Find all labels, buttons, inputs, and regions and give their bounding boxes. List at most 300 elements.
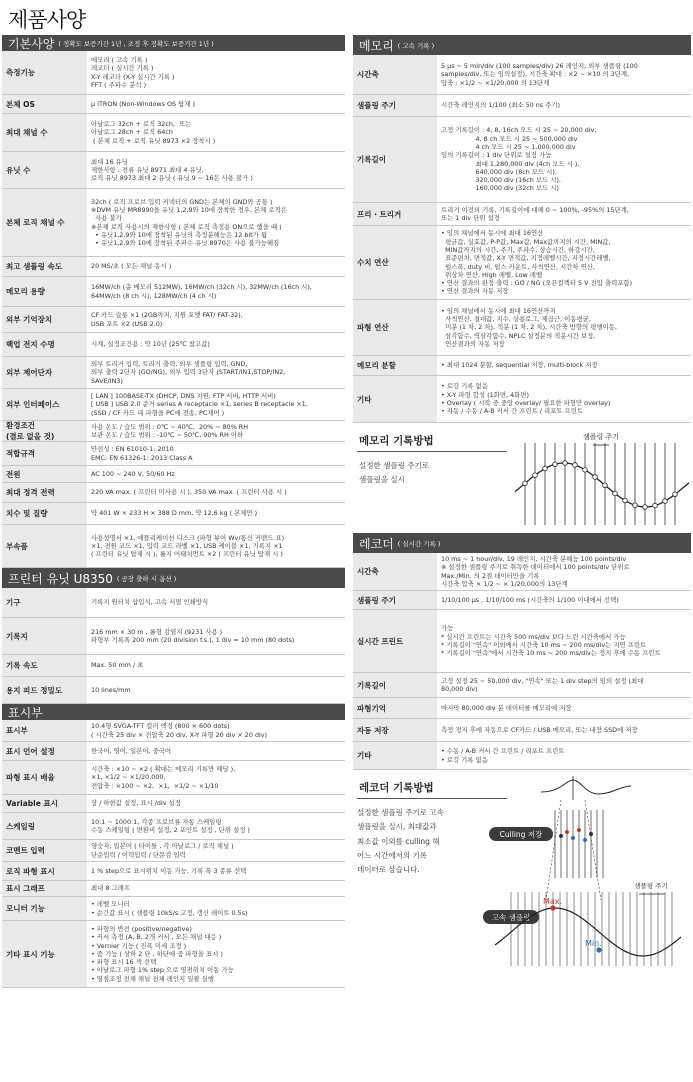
- basic-spec-value-line: 메모리 ( 고속 기록 ): [91, 55, 148, 64]
- memory-spec-value-line: • 로깅 기록 없음: [441, 382, 488, 391]
- basic-spec-value: [87, 152, 345, 188]
- recorder-spec-value-line: * 기록길이 "연속" 이외에서 시간축 10 ms ~ 200 ms/div는 지연 프린트: [441, 641, 647, 649]
- memory-spec-value-line: 160,000 div (32ch 모드 시): [441, 184, 559, 193]
- printer-spec-row: [2, 655, 345, 677]
- display-spec-value-line: • Vernier 기능 ( 진폭 미세 조정 ): [91, 941, 187, 950]
- recorder-spec-value-line: * 기록길이 "연속"에서 시간축 10 ms ~ 200 ms/div는 정지 후에 수동 프린트: [441, 649, 661, 658]
- basic-spec-label: 유닛 수: [2, 152, 87, 188]
- display-spec-value-line: • 커서 측정 (A, B, 2개 커서 , 모든 채널 대응 ): [91, 933, 222, 942]
- display-spec-value: [87, 813, 345, 839]
- basic-spec-value-line: • 유닛1,2,9와 10에 장착된 주파수 유닛 8970은 사용 불가능해짐: [91, 239, 280, 248]
- recorder-spec-value-line: 고정 설정 25 ~ 50,000 div, "연속" 또는 1 div step의 임의 설정 (최대: [441, 676, 644, 685]
- display-spec-label: 표시 언어 설정: [2, 742, 87, 760]
- display-spec-row: [2, 813, 345, 840]
- display-spec-value-line: • 영점조정 전체 채널 전체 레인지 일괄 실행: [91, 974, 214, 983]
- display-spec-value-line: 10.4형 SVGA-TFT 컬러 액정 (800 × 600 dots): [91, 722, 230, 731]
- recorder-spec-row: [353, 742, 691, 770]
- display-spec-label: 파형 표시 배율: [2, 761, 87, 794]
- printer-section-header: [2, 568, 345, 588]
- memory-spec-value: [437, 226, 691, 299]
- memory-spec-value-line: MIN값까지의 시간, 주기, 주파수, 상승시간, 하강시간,: [441, 245, 595, 254]
- basic-spec-label: 외부 기억장치: [2, 307, 87, 332]
- memory-spec-row: [353, 226, 691, 300]
- memory-spec-value-line: 미분 (1 차, 2 차), 적분 (1 차, 2 차), 시간축 방향의 평행이동,: [441, 323, 617, 332]
- memory-spec-row: [353, 300, 691, 356]
- display-spec-value-line: 1 % step으로 표시위치 이동 가능, 기록 폭 3 종류 선택: [91, 866, 247, 875]
- basic-spec-value: [87, 357, 345, 388]
- memory-spec-value: [437, 376, 691, 422]
- display-spec-label: 코멘트 입력: [2, 840, 87, 861]
- recorder-spec-row: [353, 673, 691, 698]
- memory-spec-label: 프리 · 트리거: [353, 203, 437, 225]
- printer-spec-value: [87, 588, 345, 617]
- recorder-spec-label: 실시간 프린트: [353, 610, 437, 672]
- printer-spec-label: 기록 속도: [2, 655, 87, 676]
- culling-point: [559, 834, 563, 838]
- culling-point: [589, 832, 593, 836]
- sample-point: [653, 503, 658, 508]
- basic-spec-row: [2, 483, 345, 503]
- recorder-method-body: [357, 806, 444, 877]
- memory-spec-value-line: 임의 기록길이 : 1 div 단위로 설정 가능: [441, 151, 552, 160]
- recorder-spec-row: [353, 591, 691, 610]
- basic-spec-value-line: SAVE/IN3): [91, 376, 123, 385]
- printer-spec-value: [87, 677, 345, 703]
- memory-spec-value-line: • 최대 1024 분할, sequential 저장, multi-block 저장: [441, 361, 598, 370]
- recorder-section-subtitle: ( 실시간 기록 ): [397, 539, 441, 548]
- memory-spec-value-line: • 연산 결과의 자동 저장: [441, 287, 509, 296]
- basic-spec-row: [2, 152, 345, 189]
- basic-spec-value-line: 64MW/ch (8 ch 시), 128MW/ch (4 ch 시): [91, 291, 217, 300]
- basic-spec-value: [87, 525, 345, 567]
- recorder-spec-value-line: 10 ms ~ 1 hour/div, 19 레인지, 시간축 분해능 100 points/div: [441, 554, 627, 563]
- recorder-spec-label: 샘플링 주기: [353, 591, 437, 609]
- memory-spec-value-line: 위상차 연산, High 레벨, Low 레벨: [441, 270, 543, 279]
- display-spec-label: 모니터 기능: [2, 897, 87, 920]
- memory-spec-value-line: 640,000 div (8ch 모드 시),: [441, 167, 557, 176]
- basic-spec-value-line: 사용 불가: [91, 214, 122, 223]
- basic-spec-value-line: 제한사항 : 전류 유닛 8971 최대 4 유닛,: [91, 165, 204, 174]
- basic-spec-value: [87, 189, 345, 256]
- basic-spec-row: [2, 114, 345, 152]
- culling-point: [565, 830, 569, 834]
- sampling-period-label: 샘플링 주기: [582, 433, 620, 441]
- display-spec-value-line: 단순입력 / 이력입력 / 단문검 입력: [91, 850, 186, 859]
- sample-point: [623, 498, 628, 503]
- basic-spec-row: [2, 466, 345, 483]
- basic-spec-value-line: USB 포트 ×2 (USB 2.0): [91, 319, 163, 328]
- display-spec-value-line: • 파형의 반전 (positive/negative): [91, 924, 192, 933]
- basic-section-subtitle: ( 정확도 보증기간 1년 , 조정 후 정확도 보증기간 1년 ): [58, 39, 214, 48]
- recorder-spec-row: [353, 610, 691, 673]
- basic-spec-row: [2, 333, 345, 357]
- basic-spec-label: 본체 OS: [2, 95, 87, 113]
- basic-spec-value-line: AC 100 ~ 240 V, 50/60 Hz: [91, 469, 175, 478]
- recorder-method-body-line: 설정한 샘플링 주기로 고속: [357, 808, 444, 817]
- memory-spec-label: 시간축: [353, 55, 437, 94]
- memory-spec-value-line: 삼각함수, 역삼각함수, NPLC 설정분의 적분시간 보정,: [441, 331, 596, 340]
- basic-spec-value-line: ×1, 전원 코드 ×1, 입력 코드 라벨 ×1, USB 케이블 ×1, 기록지 ×1: [91, 541, 283, 550]
- display-spec-row: [2, 795, 345, 813]
- memory-spec-label: 기타: [353, 376, 437, 422]
- basic-spec-row: [2, 442, 345, 466]
- memory-spec-value-line: 고정 기록길이 : 4, 8, 16ch 모드 시 25 ~ 20,000 div,: [441, 126, 597, 135]
- recorder-spec-value-line: * 실시간 프린트는 시간축 500 ms/div 보다 느린 시간축에서 가능: [441, 632, 626, 641]
- memory-spec-row: [353, 117, 691, 203]
- sample-point: [633, 503, 638, 508]
- display-spec-row: [2, 897, 345, 921]
- display-spec-value: [87, 921, 345, 987]
- min-point: [596, 947, 601, 952]
- display-spec-value: [87, 881, 345, 896]
- memory-spec-value-line: • X-Y 파형 합성 (1화면, 4화면): [441, 390, 529, 399]
- recorder-spec-value: [437, 742, 691, 769]
- sample-point: [553, 462, 558, 467]
- display-spec-value: [87, 897, 345, 920]
- basic-spec-value-line: 로직 유닛 8973 최대 2 유닛 ( 유닛 9 ~ 16은 사용 불가 ): [91, 174, 253, 183]
- recorder-method-body-line: 어느 시간에서의 기록: [357, 850, 427, 860]
- zoom-guide-right: [585, 800, 601, 900]
- basic-spec-row: [2, 421, 345, 442]
- basic-spec-value-line: FFT ( 주파수 분석 ): [91, 80, 147, 89]
- max-label: Max.: [543, 897, 563, 906]
- printer-spec-value-line: 216 mm × 30 m , 롤형 감열지 (9231 사용 ): [91, 627, 223, 636]
- recorder-section-header: [353, 533, 691, 553]
- display-spec-value: [87, 795, 345, 812]
- printer-spec-row: [2, 677, 345, 704]
- basic-spec-label: 전원: [2, 466, 87, 482]
- basic-spec-row: [2, 389, 345, 421]
- basic-spec-value: [87, 95, 345, 113]
- recorder-spec-value-line: ※ 설정한 샘플링 주기로 취득한 데이터에서 100 points/div 단위로: [441, 563, 630, 572]
- printer-spec-row: [2, 588, 345, 618]
- memory-spec-label: 수치 연산: [353, 226, 437, 299]
- display-spec-value-line: 최대 8 그래프: [91, 884, 130, 893]
- display-spec-label: 표시 그래프: [2, 881, 87, 896]
- display-spec-value-line: • 파형 표시 16 색 선택: [91, 958, 157, 967]
- display-spec-row: [2, 862, 345, 881]
- memory-method-body-line: 설정한 샘플링 주기로: [359, 461, 429, 470]
- basic-spec-value-line: 약 401 W × 233 H × 388 D mm, 약 12,6 kg ( 본체만 ): [91, 509, 258, 518]
- recorder-method-title: 레코더 기록방법: [359, 782, 434, 794]
- printer-spec-label: 용지 피드 정밀도: [2, 677, 87, 703]
- memory-spec-value-line: 표준편차, 면적값, X-Y 면적값, 지정레벨시간, 지정시간레벨,: [441, 254, 611, 263]
- basic-spec-value: [87, 333, 345, 356]
- printer-spec-label: 기구: [2, 588, 87, 617]
- display-spec-row: [2, 720, 345, 742]
- memory-spec-value: [437, 55, 691, 94]
- memory-spec-value-line: 또는 1 div 단위 설정: [441, 214, 500, 222]
- memory-spec-value-line: 펄스폭, duty 비, 펄스 카운트, 사칙연산, 시간차 연산,: [441, 262, 595, 271]
- display-spec-label: 로직 파형 표시: [2, 862, 87, 880]
- display-spec-row: [2, 761, 345, 795]
- display-spec-value: [87, 720, 345, 741]
- basic-spec-label: 치수 및 질량: [2, 503, 87, 524]
- display-spec-value: [87, 862, 345, 880]
- culling-point: [571, 836, 575, 840]
- left-column: [2, 35, 345, 988]
- basic-spec-label-line: (결로 없을 것): [6, 432, 55, 441]
- display-spec-row: [2, 881, 345, 897]
- basic-spec-label-line: 환경조건: [6, 421, 35, 430]
- memory-method-underline: [357, 451, 507, 452]
- printer-spec-value-line: 파형부 기록폭 200 mm (20 division f.s.), 1 div = 10 mm (80 dots): [91, 636, 295, 644]
- memory-spec-value-line: 사칙연산, 절대값, 지수, 상용로그, 제곱근, 이동평균,: [441, 315, 591, 323]
- basic-spec-row: [2, 277, 345, 307]
- memory-section-title: 메모리: [359, 38, 394, 53]
- display-spec-value-line: 10:1 ~ 1000:1, 각종 프로브류 자동 스케일링: [91, 817, 222, 826]
- recorder-spec-value-line: • 수동 / A-B 커서 간 프린트 / 리포트 프린트: [441, 747, 565, 756]
- printer-spec-value: [87, 655, 345, 676]
- printer-spec-value-line: 10 lines/mm: [91, 685, 131, 694]
- basic-spec-value-line: CF 카드 슬롯 ×1 (2GB까지, 지원 포맷 FAT/ FAT-32),: [91, 311, 243, 320]
- basic-spec-value-line: 20 MS/초 ( 모든 채널 동시 ): [91, 262, 172, 271]
- basic-spec-label: 메모리 용량: [2, 277, 87, 306]
- basic-spec-label: 외부 제어단자: [2, 357, 87, 388]
- display-spec-row: [2, 921, 345, 988]
- sample-point: [563, 461, 568, 466]
- sample-point: [523, 481, 528, 486]
- sample-point: [663, 499, 668, 504]
- recorder-spec-value-line: 측정 정지 후에 자동으로 CF카드 / USB 메모리, 또는 내장 SSD에 저장: [441, 725, 638, 734]
- basic-spec-label: [2, 421, 87, 441]
- memory-spec-value: [437, 117, 691, 202]
- basic-spec-value: [87, 483, 345, 502]
- memory-sampling-diagram: [513, 427, 693, 527]
- display-spec-value-line: • 레벨 모니터: [91, 900, 130, 909]
- basic-spec-label: 본체 로직 채널 수: [2, 189, 87, 256]
- basic-spec-value-line: 사용설명서 ×1, 애플리케이션 디스크 (파형 뷰어 Wv/통신 커맨드 표): [91, 533, 285, 542]
- memory-spec-value-line: • Overlay ( 시작 중 중앙 overlay/ 필요한 파형만 overlay): [441, 399, 611, 407]
- memory-spec-value-line: 320,000 div (16ch 모드 시),: [441, 176, 561, 185]
- recorder-spec-value-line: 80,000 div): [441, 685, 478, 693]
- recorder-spec-value-line: 시간축 압축 × 1/2 ~ × 1/20,000의 13단계: [441, 579, 568, 588]
- recorder-spec-value: [437, 673, 691, 697]
- sample-point: [673, 492, 678, 497]
- recorder-spec-value: [437, 698, 691, 718]
- sample-point: [543, 466, 548, 471]
- memory-spec-value-line: 연산결과의 자동 저장: [441, 339, 505, 348]
- sample-point: [613, 491, 618, 496]
- display-spec-value-line: 상 / 하한값 설정, 표시 /div 설정: [91, 799, 181, 808]
- display-spec-value: [87, 840, 345, 861]
- basic-spec-value: [87, 389, 345, 420]
- basic-spec-value-line: • 유닛1,2,9와 10에 장착된 유닛의 측정분해능은 12 bit가 됨: [91, 230, 268, 239]
- basic-spec-row: [2, 307, 345, 333]
- basic-spec-value-line: 16MW/ch (총 메모리 512MW), 16MW/ch (32ch 시), 32MW/ch (16ch 시),: [91, 283, 312, 292]
- sample-point: [533, 473, 538, 478]
- display-spec-label: 스케일링: [2, 813, 87, 839]
- basic-spec-value: [87, 421, 345, 441]
- memory-spec-value-line: 평균값, 실효값, P-P값, Max값, Max값까지의 시간, MIN값,: [441, 237, 611, 246]
- basic-spec-value-line: [ LAN ] 100BASE-TX (DHCP, DNS 지원, FTP 서버, HTTP 서버): [91, 392, 276, 400]
- printer-spec-value-line: Max. 50 mm / 초: [91, 661, 144, 670]
- recorder-spec-row: [353, 553, 691, 591]
- basic-spec-row: [2, 189, 345, 257]
- culling-point: [583, 838, 587, 842]
- display-spec-label: Variable 표시: [2, 795, 87, 812]
- basic-spec-value: [87, 277, 345, 306]
- printer-section-title: 프린터 유닛 U8350: [8, 571, 113, 586]
- memory-spec-value-line: • 임의 채널에서 동시에 최대 16연산: [441, 229, 544, 238]
- recorder-period-label: 샘플링 주기: [634, 882, 668, 890]
- basic-spec-value-line: EMC: EN 61326-1: 2013 Class A: [91, 453, 193, 462]
- memory-spec-row: [353, 95, 691, 117]
- basic-spec-value-line: 32ch ( 로직 프로브 입력 커넥터의 GND는 본체의 GND와 공통 ): [91, 197, 273, 206]
- basic-spec-label: 최대 정격 전력: [2, 483, 87, 502]
- basic-spec-value: [87, 257, 345, 276]
- memory-section-header: [353, 35, 691, 55]
- basic-spec-value-line: 시계, 설정조건용 : 약 10년 (25℃ 참고값): [91, 340, 210, 349]
- display-section-header: [2, 704, 345, 720]
- basic-spec-row: [2, 503, 345, 525]
- recorder-spec-value: [437, 591, 691, 609]
- recorder-spec-label: 시간축: [353, 553, 437, 590]
- display-spec-value-line: • 줌 기능 ( 상하 2 단 , 하단에 줌 파형을 표시 ): [91, 949, 223, 958]
- basic-spec-value-line: 외부 트리거 입력, 트리거 출력, 외부 샘플링 입력, GND,: [91, 360, 248, 368]
- sample-point: [593, 475, 598, 480]
- basic-spec-value-line: 안전성 : EN 61010-1: 2010: [91, 445, 174, 454]
- basic-spec-label: 적합규격: [2, 442, 87, 465]
- recorder-spec-row: [353, 698, 691, 719]
- memory-spec-value-line: 5 μs ~ 5 min/div (100 samples/div) 26 레인지, 외부 샘플링 (100: [441, 62, 638, 70]
- basic-spec-value: [87, 466, 345, 482]
- memory-section-subtitle: ( 고속 기록 ): [397, 41, 435, 50]
- memory-method-title: 메모리 기록방법: [359, 435, 434, 447]
- basic-spec-value-line: 아날로그 32ch + 로직 32ch, 또는: [91, 120, 192, 128]
- memory-spec-value-line: • 연산 결과의 판정 출력 : GO / NG (오픈컬렉터 5 V 전압 출력포함): [441, 279, 633, 288]
- recorder-spec-value-line: Max./Min. 의 2점 데이터만을 기록: [441, 571, 540, 580]
- memory-spec-value-line: • 자동 / 수동 / A-B 커서 간 프린트 / 리포트 프린트: [441, 407, 584, 416]
- display-spec-value-line: • 순간값 표시 ( 샘플링 10kS/s 고정, 갱신 레이트 0.5s): [91, 908, 248, 917]
- basic-spec-label: 외부 인터페이스: [2, 389, 87, 420]
- memory-spec-value: [437, 356, 691, 375]
- display-spec-value-line: ( 시간축 25 div × 전압축 20 div, X-Y 파형 20 div × 20 div): [91, 730, 268, 739]
- memory-spec-value-line: 최대 1,280,000 div (4ch 모드 시 ),: [441, 159, 580, 168]
- printer-spec-label: 기록지: [2, 618, 87, 654]
- basic-spec-value: [87, 307, 345, 332]
- basic-spec-row: [2, 525, 345, 568]
- basic-spec-value-line: [ USB ] USB 2.0 준거 series A receptacle ×1, series B receptacle ×1,: [91, 400, 308, 409]
- display-spec-label: 기타 표시 기능: [2, 921, 87, 987]
- basic-spec-value: [87, 114, 345, 151]
- basic-spec-row: [2, 95, 345, 114]
- basic-spec-value-line: ( 본체 로직 + 로직 유닛 8973 ×2 장착시 ): [91, 136, 216, 145]
- sample-point: [603, 483, 608, 488]
- basic-section-title: 기본사양: [8, 36, 55, 51]
- right-column: [353, 35, 691, 970]
- display-spec-value-line: • 아날로그 파형 1% step 으로 영점위치 이동 가능: [91, 966, 234, 975]
- basic-spec-value-line: X-Y 레코더 (X-Y 실시간 기록 ): [91, 72, 175, 81]
- display-spec-value-line: 영숫자, 일본어 ( 타이틀 , 각 아날로그 / 로직 채널 ): [91, 842, 234, 851]
- display-spec-value-line: 시간축 : ×10 ~ ×2 ( 확대는 메모리 기록만 해당 ),: [91, 765, 236, 773]
- basic-spec-value-line: 최대 16 유닛: [91, 157, 128, 166]
- recorder-spec-value: [437, 719, 691, 741]
- culling-point: [577, 828, 581, 832]
- memory-method-body-line: 샘플링을 실시: [359, 475, 405, 485]
- recorder-spec-label: 파형기억: [353, 698, 437, 718]
- recorder-method-body-line: 데이터로 삼습니다.: [357, 865, 420, 874]
- basic-spec-label: 부속품: [2, 525, 87, 567]
- display-spec-row: [2, 742, 345, 761]
- memory-spec-value: [437, 95, 691, 116]
- page-title: 제품사양: [8, 8, 86, 32]
- memory-spec-value-line: 4 ch 모드 시 25 ~ 1,000,000 div: [441, 142, 576, 151]
- display-spec-value-line: 수동 스케일링 ( 변환비 설정, 2 포인트 설정 , 단위 설정 ): [91, 826, 250, 834]
- recorder-spec-value-line: 1/10/100 μs , 1/10/100 ms (시간축의 1/100 이내에서 선택): [441, 595, 619, 604]
- recorder-spec-label: 자동 저장: [353, 719, 437, 741]
- recorder-culling-diagram: [481, 770, 689, 970]
- display-spec-value-line: 전압축 : ×100 ~ ×2, ×1, ×1/2 ~ ×1/10: [91, 781, 219, 790]
- recorder-spec-value: [437, 610, 691, 672]
- basic-spec-value-line: 레코더 ( 실시간 기록 ): [91, 64, 154, 73]
- basic-spec-value-line: ※DVM 유닛 MR8990을 유닛 1,2,9와 10에 장착한 경우, 본체 로직은: [91, 205, 287, 214]
- display-spec-value-line: 한국어, 영어, 일본어, 중국어: [91, 746, 172, 755]
- basic-spec-label: 최대 채널 수: [2, 114, 87, 151]
- memory-spec-value-line: 압축 : ×1/2 ~ ×1/20,000 의 13단계: [441, 78, 550, 87]
- memory-spec-label: 파형 연산: [353, 300, 437, 355]
- basic-spec-value-line: 아날로그 28ch + 로직 64ch: [91, 128, 173, 137]
- basic-spec-value-line: 220 VA max. ( 프린터 미사용 시 ), 350 VA max. ( 프린터 사용 시 ): [91, 488, 287, 497]
- basic-spec-row: [2, 51, 345, 95]
- basic-spec-row: [2, 357, 345, 389]
- memory-spec-value-line: 시간축 레인지의 1/100 (최소 50 ns 주기): [441, 101, 561, 110]
- basic-spec-value-line: (SSD / CF 카드 내 파형을 PC에 전송, PC제어 ): [91, 408, 225, 417]
- recorder-spec-row: [353, 719, 691, 742]
- display-spec-value: [87, 761, 345, 794]
- memory-method-block: [353, 423, 691, 533]
- sample-point: [583, 468, 588, 473]
- basic-spec-value: [87, 442, 345, 465]
- min-label: Min.: [585, 939, 602, 948]
- memory-spec-value-line: 4, 8 ch 모드 시 25 ~ 500,000 div: [441, 134, 578, 143]
- recorder-method-block: [353, 770, 691, 970]
- printer-spec-value-line: 기록지 원터치 삽입식, 고속 서멀 인쇄방식: [91, 598, 209, 607]
- basic-spec-value-line: μ ITRON (Non-Windows OS 탑재 ): [91, 99, 195, 108]
- printer-spec-row: [2, 618, 345, 655]
- basic-spec-value-line: 외부 출력 2단자 (GO/NG), 외부 입력 3단자 (START/IN1,STOP/IN2,: [91, 368, 286, 377]
- memory-spec-row: [353, 55, 691, 95]
- memory-spec-value-line: 트리거 이전의 기록, 기록길이에 대해 0 ~ 100%, -95%의 15단계,: [441, 205, 629, 214]
- memory-spec-value-line: • 임의 채널에서 동시에 최대 16연산까지: [441, 306, 556, 315]
- recorder-method-body-line: 최소값 이외를 culling 해: [357, 836, 440, 846]
- recorder-method-body-line: 샘플링을 실시, 최대값과: [357, 822, 437, 832]
- recorder-spec-label: 기록길이: [353, 673, 437, 697]
- basic-spec-row: [2, 257, 345, 277]
- recorder-spec-value-line: • 로깅 기록 없음: [441, 755, 488, 764]
- basic-spec-label: 측정기능: [2, 51, 87, 94]
- basic-section-header: [2, 35, 345, 51]
- basic-spec-value: [87, 51, 345, 94]
- culling-store-label: Culling 저장: [499, 830, 543, 839]
- recorder-section-title: 레코더: [359, 536, 394, 551]
- basic-spec-value-line: 사용 온도 / 습도 범위 : 0℃ ~ 40℃, 20% ~ 80% RH: [91, 422, 249, 431]
- printer-section-subtitle: ( 공장 출하 시 옵션 ): [116, 574, 177, 583]
- memory-spec-label: 메모리 분할: [353, 356, 437, 375]
- memory-spec-row: [353, 203, 691, 226]
- recorder-spec-value-line: 가능: [441, 624, 454, 633]
- basic-spec-value-line: 보관 온도 / 습도 범위 : -10℃ ~ 50℃, 90% RH 이하: [91, 431, 244, 439]
- memory-method-body: [359, 459, 429, 488]
- basic-spec-value: [87, 503, 345, 524]
- basic-spec-value-line: ※본체 로직 사용시의 제한사항 ( 본체 로직 측정용 ON으로 했을 때 ): [91, 222, 282, 231]
- top-waveform: [541, 780, 631, 794]
- basic-spec-label: 백업 전지 수명: [2, 333, 87, 356]
- memory-spec-value: [437, 203, 691, 225]
- zoom-guide-left: [546, 800, 561, 900]
- display-spec-row: [2, 840, 345, 862]
- recorder-spec-value-line: 마지막 80,000 div 분 데이터를 메모리에 저장: [441, 703, 572, 712]
